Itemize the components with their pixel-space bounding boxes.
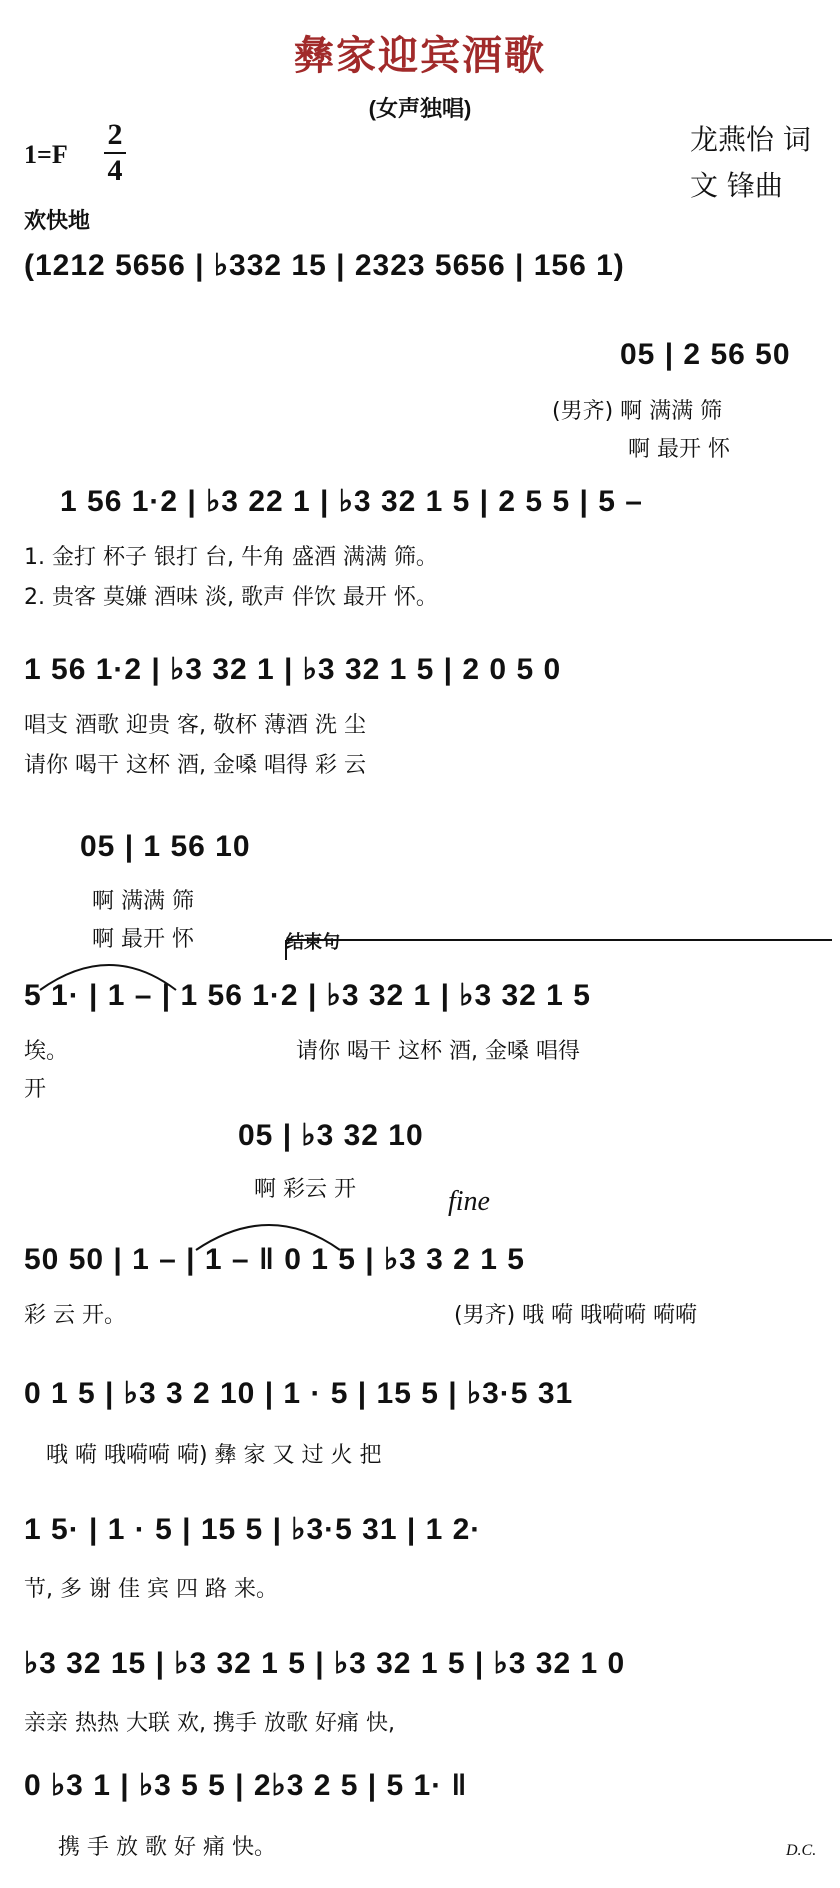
song-subtitle: (女声独唱) <box>368 96 472 121</box>
notes-row-12: 0 ♭3 1 | ♭3 5 5 | 2♭3 2 5 | 5 1· ‖ <box>24 1769 468 1802</box>
notes-row-11: ♭3 32 15 | ♭3 32 1 5 | ♭3 32 1 5 | ♭3 32 1 0 <box>24 1647 626 1680</box>
lyric-row-7: 啊 彩云 开 <box>254 1177 356 1202</box>
fine-mark: fine <box>448 1186 490 1217</box>
lyric-row-3-verse-1: 1. 金打 杯子 银打 台, 牛角 盛酒 满满 筛。 <box>24 545 438 570</box>
lyric-row-6-verse-3: 开 <box>24 1077 47 1102</box>
notes-row-7: 05 | ♭3 32 10 <box>238 1119 424 1152</box>
ending-label: 结束句 <box>286 932 340 952</box>
lyric-row-9: 哦 嗬 哦嗬嗬 嗬) 彝 家 又 过 火 把 <box>46 1443 382 1468</box>
notes-row-1: (1212 5656 | ♭332 15 | 2323 5656 | 156 1) <box>24 249 625 282</box>
song-title: 彝家迎宾酒歌 <box>294 32 546 79</box>
lyric-row-2-verse-1: (男齐) 啊 满满 筛 <box>552 399 723 424</box>
lyric-row-4-verse-1: 唱支 酒歌 迎贵 客, 敬杯 薄酒 洗 尘 <box>24 713 366 738</box>
notes-row-3: 1 56 1·2 | ♭3 22 1 | ♭3 32 1 5 | 2 5 5 | 5 – <box>60 485 643 518</box>
composer-credit: 文 锋曲 <box>690 169 783 202</box>
lyric-row-4-verse-2: 请你 喝干 这杯 酒, 金嗓 唱得 彩 云 <box>24 753 366 778</box>
key-signature: 1=F <box>24 140 68 169</box>
time-signature-bottom: 4 <box>107 154 123 187</box>
notes-row-6: 5 1· | 1 – | 1 56 1·2 | ♭3 32 1 | ♭3 32 1 5 <box>24 979 591 1012</box>
lyric-row-8-verse-1: 彩 云 开。 <box>24 1303 126 1328</box>
tempo-marking: 欢快地 <box>24 208 91 233</box>
notes-row-8: 50 50 | 1 – | 1 – ‖ 0 1 5 | ♭3 3 2 1 5 <box>24 1243 525 1276</box>
notes-row-10: 1 5· | 1 · 5 | 15 5 | ♭3·5 31 | 1 2· <box>24 1513 482 1546</box>
slur-ending-1 <box>40 965 176 990</box>
lyricist-credit: 龙燕怡 词 <box>690 123 811 156</box>
notes-row-4: 1 56 1·2 | ♭3 32 1 | ♭3 32 1 5 | 2 0 5 0 <box>24 653 562 686</box>
lyric-row-6-verse-1: 埃。 <box>24 1039 69 1064</box>
lyric-row-3-verse-2: 2. 贵客 莫嫌 酒味 淡, 歌声 伴饮 最开 怀。 <box>24 585 438 610</box>
slur-row-8 <box>196 1225 340 1250</box>
notes-row-9: 0 1 5 | ♭3 3 2 10 | 1 · 5 | 15 5 | ♭3·5 31 <box>24 1377 574 1410</box>
lyric-row-12: 携 手 放 歌 好 痛 快。 <box>58 1835 276 1860</box>
time-signature-top: 2 <box>107 118 123 151</box>
lyric-row-6-verse-2: 请你 喝干 这杯 酒, 金嗓 唱得 <box>296 1039 580 1064</box>
lyric-row-5-verse-1: 啊 满满 筛 <box>92 889 194 914</box>
lyric-row-8-verse-2: (男齐) 哦 嗬 哦嗬嗬 嗬嗬 <box>454 1303 698 1328</box>
lyric-row-10: 节, 多 谢 佳 宾 四 路 来。 <box>24 1577 278 1602</box>
dc-mark: D.C. <box>786 1842 817 1859</box>
lyric-row-2-verse-2: 啊 最开 怀 <box>628 437 730 462</box>
notes-row-5: 05 | 1 56 10 <box>80 830 251 863</box>
lyric-row-11: 亲亲 热热 大联 欢, 携手 放歌 好痛 快, <box>24 1711 395 1736</box>
notes-row-2: 05 | 2 56 50 <box>620 338 791 371</box>
lyric-row-5-verse-2: 啊 最开 怀 <box>92 927 194 952</box>
